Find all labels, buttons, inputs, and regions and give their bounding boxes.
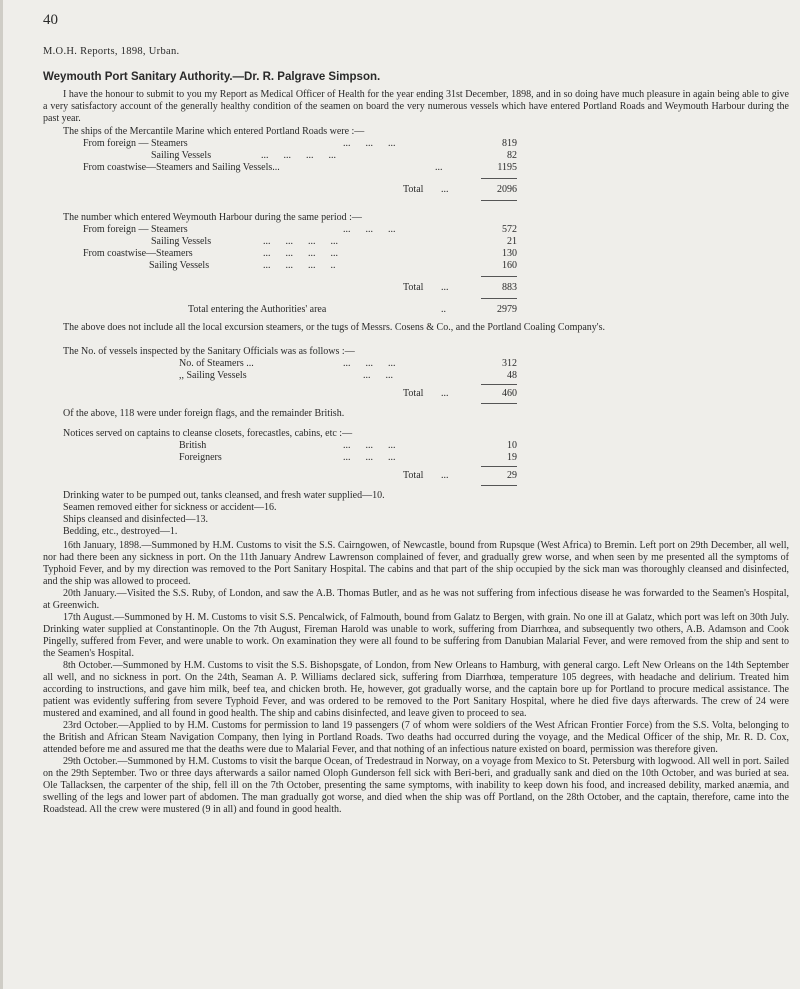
table-dots: ... (441, 388, 449, 399)
rule (481, 298, 517, 299)
table-dots: ... ... ... (343, 224, 396, 235)
table-dots: ... ... ... (343, 440, 396, 451)
table-dots: ... ... ... ... (263, 248, 338, 259)
flags-note: Of the above, 118 were under foreign flags, and the remainder British. (63, 408, 345, 419)
table-row: From coastwise—Steamers (83, 248, 193, 259)
table-row: Sailing Vessels (149, 260, 210, 271)
table-value: 19 (507, 452, 517, 463)
case-paragraph: 8th October.—Summoned by H.M. Customs to visit the S.S. Bishopsgate, of London, from New Orleans to Hamburg, with general cargo. Left New Orleans on the 14th September all well, and no sickness in port. On the 24th, Seaman A. P. Williams declared sick, suffering from Diarrhœa, temperature 105 degrees, with headache and delirium. Treated him according to instructions, and gave him milk, beef tea, and chicken broth. He, however, got gradually worse, and the captain bore up for Portland to procure medical assistance. The patient was evidently suffering from severe Typhoid Fever, and was ordered to be removed to the Port Sanitary Hospital, where he died five days afterwards. The crew of 24 were mustered and examined, and all found in good health. The ship and cabins disinfected, and leave given to proceed to sea. (43, 660, 789, 719)
portland-heading: The ships of the Mercantile Marine which entered Portland Roads were :— (63, 126, 365, 137)
table-dots: .. (441, 304, 446, 315)
grand-total-label: Total entering the Authorities' area (188, 304, 327, 315)
total-label: Total (403, 184, 424, 195)
table-row: Sailing Vessels (151, 150, 212, 161)
table-row: Foreigners (179, 452, 222, 463)
table-dots: ... ... ... (343, 452, 396, 463)
table-row: From foreign — Steamers (83, 138, 188, 149)
table-row: No. of Steamers ... (179, 358, 254, 369)
table-dots: ... ... (363, 370, 393, 381)
table-row: British (179, 440, 207, 451)
case-paragraph: 29th October.—Summoned by H.M. Customs to visit the barque Ocean, of Tredestraud in Norway, on a voyage from Mexico to St. Petersburg with logwood. All well in port. Sailed on the 29th September. Two or three days afterwards a sailor named Oloph Gunderson fell sick with Beri-beri, and gradually sank and died on the 10th October, and was buried at sea. Ole Tallacksen, the carpenter of the ship, fell ill on the 7th October, presenting the same symptoms, with inability to keep down his food, and increased debility, marked anæmia, and swelling of the legs and lower part of abdomen. The man gradually got worse, and died when the ship was off Portland, on the 28th October, and the captain, therefore, came into the Roadstead. All the crew were mustered (9 in all) and found in good health. (43, 756, 789, 815)
rule (481, 466, 517, 467)
table-value: 48 (507, 370, 517, 381)
case-paragraph: 17th August.—Summoned by H. M. Customs to visit S.S. Pencalwick, of Falmouth, bound from Galatz to Bergen, with grain. No one ill at Galatz, which port was left on 30th July. Drinking water supplied at Constantinople. On the 7th August, Fireman Harold was unable to work, suffering from Diarrhœa, and subsequently two others, A.B. Adamson and Cook Pingelly, suffered from Fever, and were unable to work. On examination they were all found to be suffering from Danubian Malarial Fever, and were removed from the ship and sent to the Seamen's Hospital. (43, 612, 789, 659)
table-value: 130 (502, 248, 517, 259)
misc-line: Seamen removed either for sickness or accident—16. (63, 502, 277, 513)
table-dots: ... (441, 470, 449, 481)
rule (481, 485, 517, 486)
misc-line: Drinking water to be pumped out, tanks cleansed, and fresh water supplied—10. (63, 490, 385, 501)
table-dots: ... ... ... (343, 358, 396, 369)
total-value: 29 (507, 470, 517, 481)
table-row: From foreign — Steamers (83, 224, 188, 235)
total-label: Total (403, 282, 424, 293)
table-dots: ... ... ... ... (261, 150, 336, 161)
table-value: 572 (502, 224, 517, 235)
table-dots: ... ... ... .. (263, 260, 336, 271)
total-value: 883 (502, 282, 517, 293)
table-value: 1195 (497, 162, 517, 173)
table-value: 312 (502, 358, 517, 369)
rule (481, 178, 517, 179)
total-label: Total (403, 470, 424, 481)
table-dots: ... ... ... (343, 138, 396, 149)
total-value: 460 (502, 388, 517, 399)
rule (481, 276, 517, 277)
case-paragraph: 16th January, 1898.—Summoned by H.M. Customs to visit the S.S. Cairngowen, of Newcastle, bound from Rupsque (West Africa) to Bremin. Left port on 29th December, all well, nor had there been any sickness in port. On the 11th January Andrew Lawrenson complained of fever, and gradually grew worse, and when seen by me presented all the symptoms of Typhoid Fever, and by my direction was removed to the Port Sanitary Hospital. The cabins and that part of the ship occupied by the sick man was thoroughly cleansed and disinfected, and the ship was allowed to proceed. (43, 540, 789, 587)
running-head: M.O.H. Reports, 1898, Urban. (43, 46, 180, 57)
table-dots: ... (441, 282, 449, 293)
intro-paragraph: I have the honour to submit to you my Report as Medical Officer of Health for the year ending 31st December, 1898, and in so doing have much pleasure in again being able to give a very satisfactory account of the generally healthy condition of the seamen on board the very numerous vessels which have entered Portland Roads and Weymouth Harbour during the past year. (43, 89, 789, 124)
table-dots: ... (441, 184, 449, 195)
misc-line: Ships cleansed and disinfected—13. (63, 514, 208, 525)
table-dots: ... (435, 162, 443, 173)
table-row: ,, Sailing Vessels (179, 370, 247, 381)
rule (481, 403, 517, 404)
case-reports (43, 540, 789, 816)
case-paragraph: 20th January.—Visited the S.S. Ruby, of London, and saw the A.B. Thomas Butler, and as he was not suffering from infectious disease he was forwarded to the Seamen's Hospital, at Greenwich. (43, 588, 789, 611)
total-label: Total (403, 388, 424, 399)
notices-heading: Notices served on captains to cleanse closets, forecastles, cabins, etc :— (63, 428, 353, 439)
table-value: 21 (507, 236, 517, 247)
page-number: 40 (43, 12, 58, 28)
table-value: 82 (507, 150, 517, 161)
case-paragraph: 23rd October.—Applied to by H.M. Customs for permission to land 19 passengers (7 of whom were soldiers of the West African Frontier Force) from the S.S. Volta, belonging to the British and African Steam Navigation Company, then lying in Portland Roads. Two deaths had occurred during the voyage, and the Medical Officer of the ship, Mr. R. D. Cox, attended before me and assured me that the deaths were due to Malarial Fever, and that nothing of an infectious nature existed on board, permission was therefore given. (43, 720, 789, 755)
weymouth-heading: The number which entered Weymouth Harbour during the same period :— (63, 212, 362, 223)
grand-total-value: 2979 (497, 304, 517, 315)
rule (481, 384, 517, 385)
rule (481, 200, 517, 201)
table-dots: ... ... ... ... (263, 236, 338, 247)
table-row: Sailing Vessels (151, 236, 212, 247)
table-value: 160 (502, 260, 517, 271)
report-title: Weymouth Port Sanitary Authority.—Dr. R. Palgrave Simpson. (43, 71, 381, 83)
excursion-note: The above does not include all the local excursion steamers, or the tugs of Messrs. Cosens & Co., and the Portland Coaling Company's. (63, 322, 605, 333)
table-value: 819 (502, 138, 517, 149)
inspected-heading: The No. of vessels inspected by the Sanitary Officials was as follows :— (63, 346, 355, 357)
total-value: 2096 (497, 184, 517, 195)
table-row: From coastwise—Steamers and Sailing Vessels... (83, 162, 280, 173)
table-value: 10 (507, 440, 517, 451)
misc-line: Bedding, etc., destroyed—1. (63, 526, 178, 537)
